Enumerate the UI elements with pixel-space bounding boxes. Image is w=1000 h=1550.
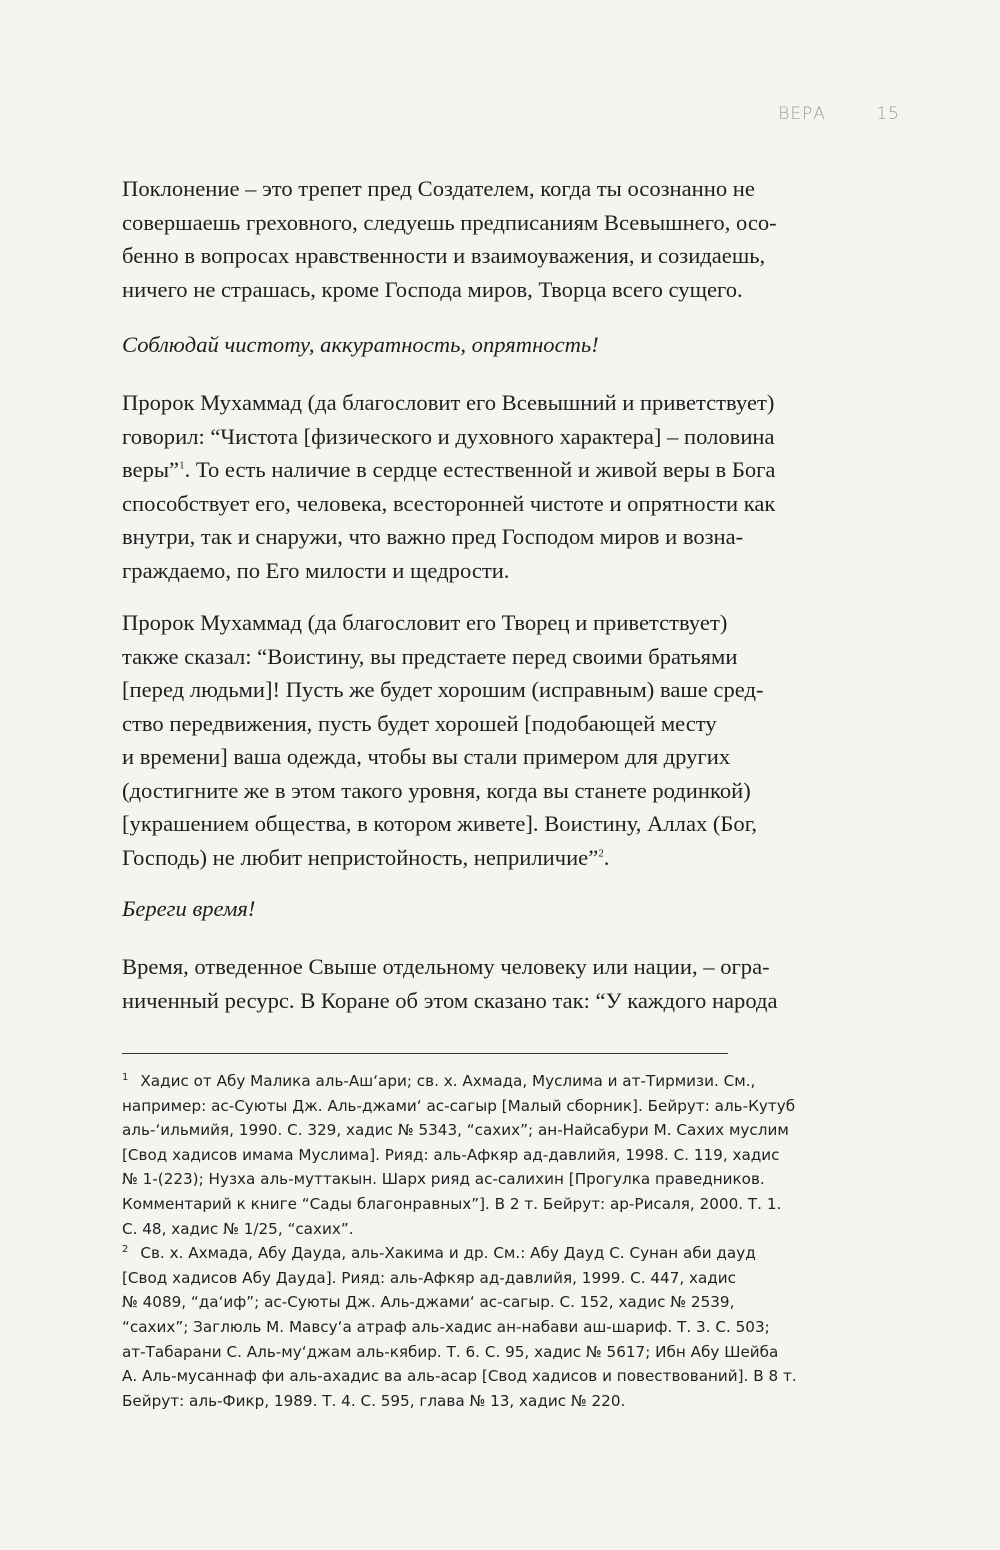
- footnote-1: [122, 1069, 900, 1241]
- running-head: [778, 104, 900, 124]
- footnote-divider: [122, 1053, 728, 1054]
- subheading-cleanliness: [122, 328, 898, 362]
- subheading-text: Соблюдай чистоту, аккуратность, опрятность!: [122, 332, 599, 357]
- paragraph-text-start: Пророк Мухаммад (да благословит его Всевышний и приветствует) говорил: “Чистота [физического и духовного характера] – половина веры”: [122, 390, 775, 482]
- footnote-text: Св. х. Ахмада, Абу Дауда, аль-Хакима и др. См.: Абу Дауд С. Сунан аби дауд [Свод хадисов Абу Дауда]. Рияд: аль-Афкяр ад-давлийя, 1999. С. 447, хадис № 4089, “да‘иф”; ас-Суюты Дж. Аль-джами‘ ас-сагыр. С. 152, хадис № 2539, “сахих”; Заглюль М. Мавсу‘а атраф аль-хадис ан-набави аш-шариф. Т. 3. С. 503; ат-Табарани С. Аль-му‘джам аль-кябир. Т. 6. С. 95, хадис № 5617; Ибн Абу Шейба А. Аль-мусаннаф фи аль-ахадис ва аль-асар [Свод хадисов и повествований]. В 8 т. Бейрут: аль-Фикр, 1989. Т. 4. С. 595, глава № 13, хадис № 220.: [122, 1244, 797, 1410]
- footnote-mark: 1: [122, 1071, 129, 1083]
- footnote-mark: 2: [122, 1244, 129, 1256]
- paragraph-time: [122, 950, 898, 1017]
- paragraph-worship: [122, 172, 898, 306]
- footnote-reference-2: 2: [598, 846, 604, 859]
- paragraph-text: [122, 386, 898, 587]
- paragraph-text-end: .: [603, 844, 610, 870]
- page-number: 15: [876, 104, 900, 124]
- paragraph-text-start: Пророк Мухаммад (да благословит его Творец и приветствует) также сказал: “Воистину, вы предстаете перед своими братьями [перед людьми]! Пусть же будет хорошим (исправным) ваше сред- ство передвижения, пусть будет хорошей [подобающей месту и времени] ваша одежда, чтобы вы стали примером для других (достигните же в этом такого уровня, когда вы станете родинкой) [украшением общества, в котором живете]. Воистину, Аллах (Бог, Господь) не любит непристойность, неприличие”: [122, 610, 764, 870]
- footnotes: [122, 1069, 900, 1413]
- subheading-text: Береги время!: [122, 896, 256, 921]
- paragraph-appearance-hadith: [122, 606, 898, 874]
- paragraph-cleanliness-hadith: [122, 386, 898, 587]
- paragraph-text: Поклонение – это трепет пред Создателем, когда ты осознанно не совершаешь греховного, следуешь предписаниям Всевышнего, осо- бенно в вопросах нравственности и взаимоуважения, и созидаешь, ничего не страшась, кроме Господа миров, Творца всего сущего.: [122, 176, 777, 302]
- paragraph-text: Время, отведенное Свыше отдельному человеку или нации, – огра- ниченный ресурс. В Коране об этом сказано так: “У каждого народа: [122, 954, 778, 1013]
- footnote-reference-1: 1: [179, 459, 185, 472]
- paragraph-text-end: . То есть наличие в сердце естественной и живой веры в Бога способствует его, человека, всесторонней чистоте и опрятности как внутри, так и снаружи, что важно пред Господом миров и возна- граждаемо, по Его милости и щедрости.: [122, 457, 776, 583]
- footnote-2: [122, 1241, 900, 1413]
- subheading-time: [122, 892, 898, 926]
- section-title: ВЕРА: [778, 104, 826, 124]
- paragraph-text: [122, 606, 898, 874]
- footnote-text: Хадис от Абу Малика аль-Аш‘ари; св. х. Ахмада, Муслима и ат-Тирмизи. См., например: ас-Суюты Дж. Аль-джами‘ ас-сагыр [Малый сборник]. Бейрут: аль-Кутуб аль-‘ильмийя, 1990. С. 329, хадис № 5343, “сахих”; ан-Найсабури М. Сахих муслим [Свод хадисов имама Муслима]. Рияд: аль-Афкяр ад-давлийя, 1998. С. 119, хадис № 1-(223); Нузха аль-муттакын. Шарх рияд ас-салихин [Прогулка праведников. Комментарий к книге “Сады благонравных”]. В 2 т. Бейрут: ар-Рисаля, 2000. Т. 1. С. 48, хадис № 1/25, “сахих”.: [122, 1072, 796, 1238]
